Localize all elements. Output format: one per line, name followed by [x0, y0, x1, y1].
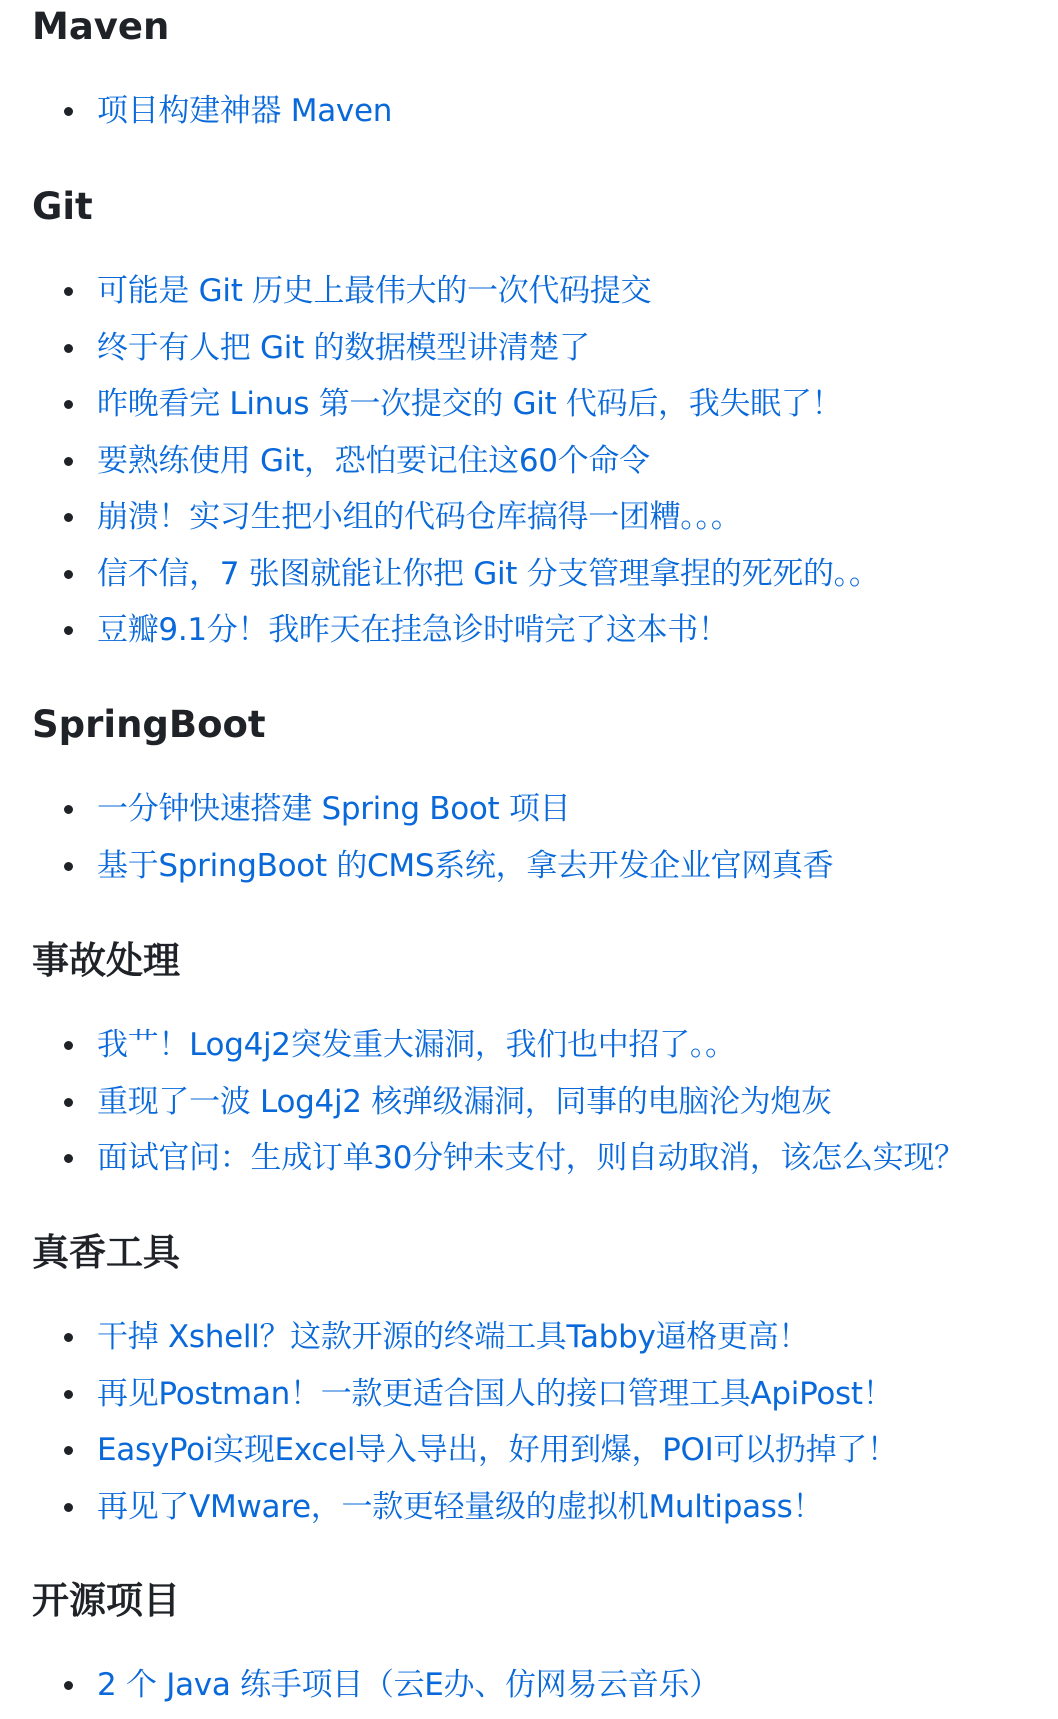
article-link[interactable]: 昨晚看完 Linus 第一次提交的 Git 代码后，我失眠了！: [97, 386, 843, 422]
link-list: [0, 1309, 1058, 1535]
bullet-icon: [64, 344, 73, 353]
list-item: [0, 320, 1058, 377]
bullet-icon: [64, 1446, 73, 1455]
article-link[interactable]: 豆瓣9.1分！我昨天在挂急诊时啃完了这本书！: [97, 612, 729, 648]
article-link[interactable]: 一分钟快速搭建 Spring Boot 项目: [97, 791, 571, 827]
list-item: [0, 602, 1058, 659]
bullet-icon: [64, 1041, 73, 1050]
bullet-icon: [64, 287, 73, 296]
article-link[interactable]: 要熟练使用 Git，恐怕要记住这60个命令: [97, 442, 650, 479]
article-link[interactable]: 项目构建神器 Maven: [97, 93, 393, 129]
bullet-icon: [64, 400, 73, 409]
article-link[interactable]: 面试官问：生成订单30分钟未支付，则自动取消，该怎么实现？: [97, 1140, 965, 1176]
bullet-icon: [64, 1333, 73, 1342]
link-list: [0, 1657, 1058, 1714]
bullet-icon: [64, 626, 73, 635]
list-item: [0, 1309, 1058, 1366]
list-item: [0, 263, 1058, 320]
list-item: [0, 1422, 1058, 1479]
article-link[interactable]: 可能是 Git 历史上最伟大的一次代码提交: [97, 273, 652, 309]
article-link[interactable]: 终于有人把 Git 的数据模型讲清楚了: [97, 329, 590, 366]
bullet-icon: [64, 1681, 73, 1690]
list-item: [0, 83, 1058, 140]
article-link[interactable]: 我艹！Log4j2突发重大漏洞，我们也中招了。。: [97, 1027, 736, 1063]
list-item: [0, 838, 1058, 895]
bullet-icon: [64, 107, 73, 116]
list-item: [0, 1074, 1058, 1131]
list-item: [0, 1130, 1058, 1187]
article-link[interactable]: 信不信，7 张图就能让你把 Git 分支管理拿捏的死死的。。: [97, 555, 880, 592]
bullet-icon: [64, 513, 73, 522]
link-list: [0, 781, 1058, 894]
list-item: [0, 781, 1058, 838]
section-heading: Maven: [32, 5, 170, 48]
link-list: [0, 263, 1058, 659]
bullet-icon: [64, 457, 73, 466]
article-link[interactable]: 崩溃！实习生把小组的代码仓库搞得一团糟。。。: [97, 499, 742, 535]
article-link[interactable]: 干掉 Xshell？这款开源的终端工具Tabby逼格更高！: [97, 1319, 809, 1355]
section-heading: 开源项目: [32, 1579, 180, 1622]
article-link[interactable]: 再见了VMware，一款更轻量级的虚拟机Multipass！: [97, 1488, 824, 1525]
link-list: [0, 83, 1058, 140]
article-link[interactable]: 2 个 Java 练手项目（云E办、仿网易云音乐）: [97, 1667, 720, 1703]
article-link[interactable]: 重现了一波 Log4j2 核弹级漏洞，同事的电脑沦为炮灰: [97, 1083, 832, 1120]
section-heading: 事故处理: [32, 939, 180, 982]
list-item: [0, 546, 1058, 603]
bullet-icon: [64, 1098, 73, 1107]
bullet-icon: [64, 570, 73, 579]
bullet-icon: [64, 1154, 73, 1163]
list-item: [0, 433, 1058, 490]
section-heading: Git: [32, 185, 93, 228]
section-heading: SpringBoot: [32, 703, 266, 746]
list-item: [0, 1366, 1058, 1423]
list-item: [0, 376, 1058, 433]
list-item: [0, 489, 1058, 546]
article-link[interactable]: EasyPoi实现Excel导入导出，好用到爆，POI可以扔掉了！: [97, 1432, 898, 1468]
bullet-icon: [64, 805, 73, 814]
list-item: [0, 1017, 1058, 1074]
list-item: [0, 1657, 1058, 1714]
link-list: [0, 1017, 1058, 1187]
section-heading: 真香工具: [32, 1231, 180, 1274]
list-item: [0, 1479, 1058, 1536]
bullet-icon: [64, 862, 73, 871]
article-link[interactable]: 再见Postman！一款更适合国人的接口管理工具ApiPost！: [97, 1375, 894, 1412]
article-link[interactable]: 基于SpringBoot 的CMS系统，拿去开发企业官网真香: [97, 847, 834, 884]
bullet-icon: [64, 1503, 73, 1512]
bullet-icon: [64, 1390, 73, 1399]
